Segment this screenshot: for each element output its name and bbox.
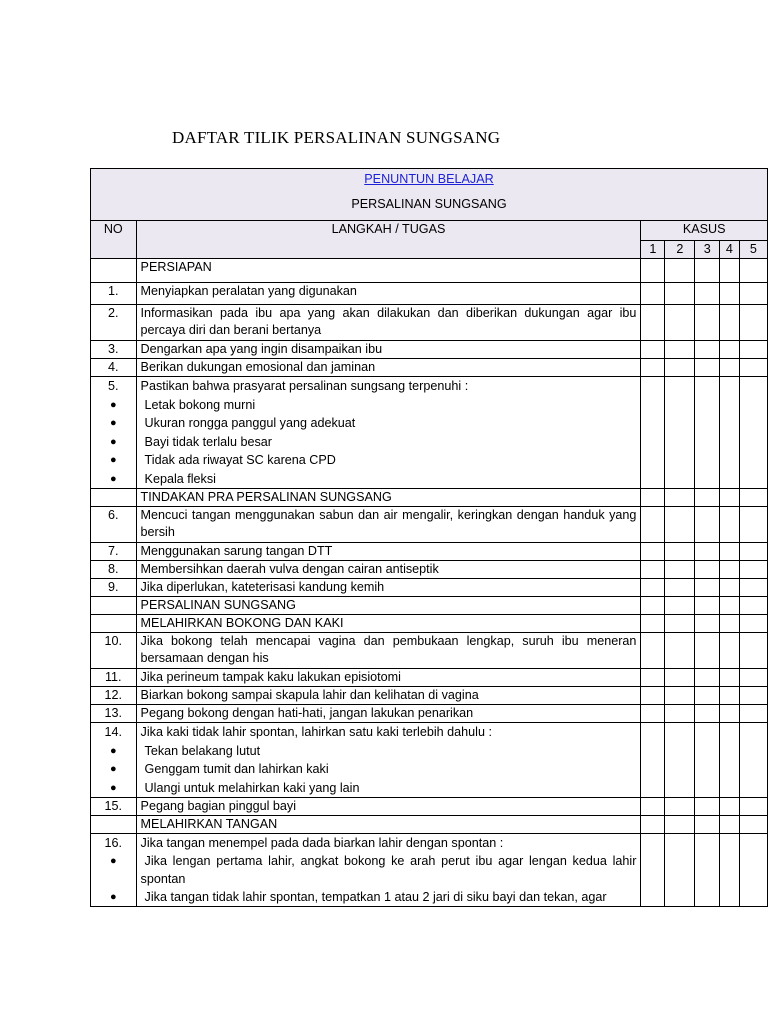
table-row [91, 723, 768, 798]
row-task-list [136, 834, 641, 907]
row-no: 4. [91, 359, 137, 377]
table-row [91, 834, 768, 907]
row-no-bullets [91, 377, 137, 489]
section-persalinan-sungsang: PERSALINAN SUNGSANG [136, 597, 641, 615]
page-title: DAFTAR TILIK PERSALINAN SUNGSANG [172, 128, 501, 147]
list-item: Kepala fleksi [144, 471, 216, 486]
row-task: Menyiapkan peralatan yang digunakan [136, 283, 641, 305]
row-no: 8. [91, 561, 137, 579]
row-task: Informasikan pada ibu apa yang akan dilakukan dan diberikan dukungan agar ibu percaya diri dan berani bertanya [136, 305, 641, 341]
list-item: Letak bokong murni [144, 397, 256, 412]
row-no: 15. [91, 798, 137, 816]
row-task: Jika perineum tampak kaku lakukan episiotomi [136, 669, 641, 687]
kasus-4: 4 [720, 241, 740, 259]
row-task: Berikan dukungan emosional dan jaminan [136, 359, 641, 377]
row-no: 14. [104, 725, 123, 739]
row-task: Jika tangan menempel pada dada biarkan lahir dengan spontan : [140, 836, 504, 850]
table-row [91, 507, 768, 543]
section-row [91, 597, 768, 615]
table-row [91, 705, 768, 723]
row-no-bullets [91, 723, 137, 798]
row-task: Menggunakan sarung tangan DTT [136, 543, 641, 561]
col-no-header: NO [91, 221, 137, 259]
row-no: 9. [91, 579, 137, 597]
list-item: Tidak ada riwayat SC karena CPD [144, 453, 336, 467]
col-task-header: LANGKAH / TUGAS [136, 221, 641, 259]
section-melahirkan-tangan: MELAHIRKAN TANGAN [136, 816, 641, 834]
table-row [91, 359, 768, 377]
section-row [91, 489, 768, 507]
row-no: 2. [91, 305, 137, 341]
section-bokong-kaki: MELAHIRKAN BOKONG DAN KAKI [136, 615, 641, 633]
row-task: Mencuci tangan menggunakan sabun dan air mengalir, keringkan dengan handuk yang bersih [136, 507, 641, 543]
header-row-columns [91, 221, 768, 241]
table-row [91, 341, 768, 359]
row-task-list [136, 377, 641, 489]
row-task: Pastikan bahwa prasyarat persalinan sungsang terpenuhi : [140, 379, 469, 393]
header-row-title [91, 169, 768, 195]
bullet-icon: ● [109, 417, 117, 429]
table-row [91, 579, 768, 597]
bullet-icon: ● [109, 454, 117, 466]
table-row [91, 283, 768, 305]
kasus-3: 3 [695, 241, 720, 259]
section-tindakan-pra: TINDAKAN PRA PERSALINAN SUNGSANG [136, 489, 641, 507]
section-row [91, 615, 768, 633]
row-no: 1. [91, 283, 137, 305]
list-item: Ulangi untuk melahirkan kaki yang lain [144, 780, 360, 795]
header-row-subtitle [91, 195, 768, 221]
section-row [91, 259, 768, 283]
row-task: Biarkan bokong sampai skapula lahir dan kelihatan di vagina [136, 687, 641, 705]
bullet-icon: ● [109, 744, 117, 757]
row-task: Pegang bagian pinggul bayi [136, 798, 641, 816]
list-item: Tekan belakang lutut [144, 743, 261, 758]
table-row [91, 687, 768, 705]
bullet-icon: ● [109, 435, 117, 448]
bullet-icon: ● [109, 855, 117, 867]
row-no: 13. [91, 705, 137, 723]
table-row [91, 305, 768, 341]
bullet-icon: ● [109, 763, 117, 775]
kasus-5: 5 [739, 241, 767, 259]
bullet-icon: ● [109, 891, 117, 903]
list-item: Jika tangan tidak lahir spontan, tempatkan 1 atau 2 jari di siku bayi dan tekan, agar [144, 890, 607, 904]
row-no: 5. [108, 379, 119, 393]
row-task: Membersihkan daerah vulva dengan cairan antiseptik [136, 561, 641, 579]
row-task-list [136, 723, 641, 798]
list-item: Jika lengan pertama lahir, angkat bokong ke arah perut ibu agar lengan kedua lahir spontan [140, 854, 637, 886]
row-task: Jika bokong telah mencapai vagina dan pembukaan lengkap, suruh ibu meneran bersamaan dengan his [136, 633, 641, 669]
row-task: Dengarkan apa yang ingin disampaikan ibu [136, 341, 641, 359]
bullet-icon: ● [109, 398, 117, 411]
row-task: Pegang bokong dengan hati-hati, jangan lakukan penarikan [136, 705, 641, 723]
kasus-2: 2 [665, 241, 695, 259]
row-task: Jika kaki tidak lahir spontan, lahirkan satu kaki terlebih dahulu : [140, 725, 492, 739]
row-no-bullets [91, 834, 137, 907]
header-subtitle: PERSALINAN SUNGSANG [91, 195, 768, 221]
table-row [91, 633, 768, 669]
row-no: 3. [91, 341, 137, 359]
list-item: Genggam tumit dan lahirkan kaki [144, 762, 329, 776]
penuntun-belajar-link[interactable]: PENUNTUN BELAJAR [364, 172, 494, 186]
table-row [91, 377, 768, 489]
row-no: 10. [91, 633, 137, 669]
table-row [91, 669, 768, 687]
bullet-icon: ● [109, 472, 117, 485]
checklist-table [90, 168, 768, 907]
row-no: 7. [91, 543, 137, 561]
col-kasus-header: KASUS [641, 221, 768, 241]
table-row [91, 543, 768, 561]
kasus-1: 1 [641, 241, 665, 259]
row-no: 16. [104, 836, 123, 850]
row-no: 6. [91, 507, 137, 543]
list-item: Ukuran rongga panggul yang adekuat [144, 416, 356, 430]
bullet-icon: ● [109, 781, 117, 794]
row-no: 11. [91, 669, 137, 687]
table-row [91, 561, 768, 579]
section-row [91, 816, 768, 834]
section-persiapan: PERSIAPAN [136, 259, 641, 283]
row-task: Jika diperlukan, kateterisasi kandung kemih [136, 579, 641, 597]
row-no: 12. [91, 687, 137, 705]
header-cell-title [91, 169, 768, 195]
list-item: Bayi tidak terlalu besar [144, 434, 272, 449]
table-row [91, 798, 768, 816]
